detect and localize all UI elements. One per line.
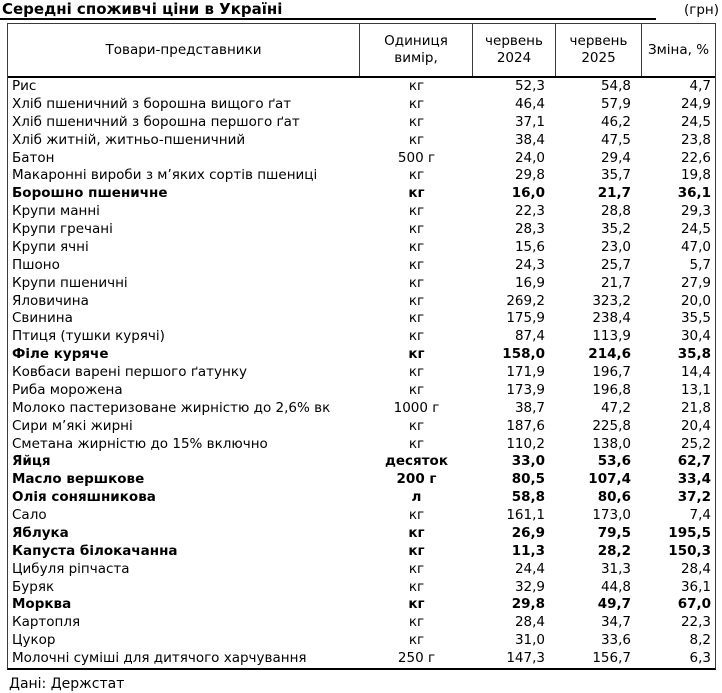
change-cell: 195,5 xyxy=(668,524,711,541)
product-cell: Картопля xyxy=(12,614,81,631)
table-row xyxy=(8,275,715,293)
product-cell: Хліб пшеничний з борошна першого ґат xyxy=(12,113,300,130)
table-header xyxy=(8,24,715,78)
price-2025-cell: 31,3 xyxy=(600,560,631,577)
price-2025-cell: 107,4 xyxy=(588,471,631,488)
price-2025-cell: 138,0 xyxy=(592,435,631,452)
unit-cell: кг xyxy=(408,256,425,273)
price-2025-cell: 35,7 xyxy=(600,167,631,184)
price-2025-cell: 79,5 xyxy=(597,524,631,541)
change-cell: 150,3 xyxy=(668,542,711,559)
unit-cell: кг xyxy=(408,167,425,184)
price-2024-cell: 80,5 xyxy=(511,471,545,488)
currency-note: (грн) xyxy=(683,2,719,18)
price-2024-cell: 16,0 xyxy=(511,185,545,202)
table-row xyxy=(8,453,715,471)
table-row xyxy=(8,78,715,96)
change-cell: 25,2 xyxy=(680,435,711,452)
header-cell-unit: Одиниця вимір, xyxy=(360,24,473,76)
header-cell-change: Зміна, % xyxy=(647,41,710,58)
product-cell: Батон xyxy=(12,149,55,166)
price-2025-cell: 28,8 xyxy=(600,203,631,220)
price-2025-cell: 80,6 xyxy=(597,489,631,506)
unit-cell: кг xyxy=(408,203,425,220)
price-2024-cell: 46,4 xyxy=(514,95,545,112)
unit-cell: кг xyxy=(408,417,425,434)
product-cell: Цукор xyxy=(12,632,56,649)
price-2024-cell: 171,9 xyxy=(506,364,545,380)
unit-cell: кг xyxy=(408,542,425,559)
product-cell: Крупи ячні xyxy=(12,238,89,255)
change-cell: 7,4 xyxy=(689,507,711,523)
price-2024-cell: 87,4 xyxy=(514,328,545,345)
table-row xyxy=(8,596,715,614)
price-2025-cell: 57,9 xyxy=(600,95,631,112)
table-row xyxy=(8,525,715,543)
price-2024-cell: 187,6 xyxy=(506,417,545,434)
unit-cell: кг xyxy=(408,507,425,523)
product-cell: Крупи гречані xyxy=(12,221,113,237)
price-2025-cell: 225,8 xyxy=(592,417,631,434)
change-cell: 24,5 xyxy=(680,113,711,130)
price-2024-cell: 158,0 xyxy=(502,346,545,363)
change-cell: 21,8 xyxy=(680,399,711,416)
price-2024-cell: 24,3 xyxy=(514,256,545,273)
unit-cell: кг xyxy=(408,364,425,380)
price-2024-cell: 24,0 xyxy=(514,149,545,166)
change-cell: 36,1 xyxy=(680,578,711,595)
price-2024-cell: 38,4 xyxy=(514,131,545,148)
unit-cell: кг xyxy=(408,328,425,345)
price-2024-cell: 28,3 xyxy=(514,221,545,237)
product-cell: Молоко пастеризоване жирністю до 2,6% вк xyxy=(12,399,331,416)
table-row xyxy=(8,364,715,382)
price-2025-cell: 47,2 xyxy=(600,399,631,416)
unit-cell: кг xyxy=(408,596,425,613)
change-cell: 37,2 xyxy=(677,489,711,506)
table-row xyxy=(8,96,715,114)
unit-cell: кг xyxy=(408,185,425,202)
table-row xyxy=(8,310,715,328)
price-2024-cell: 52,3 xyxy=(514,78,545,94)
unit-cell: 1000 г xyxy=(393,399,440,416)
product-cell: Риба морожена xyxy=(12,381,123,398)
table-body xyxy=(8,78,715,668)
table-row xyxy=(8,203,715,221)
product-cell: Морква xyxy=(12,596,72,613)
unit-cell: кг xyxy=(408,131,425,148)
product-cell: Капуста білокачанна xyxy=(12,542,178,559)
change-cell: 22,3 xyxy=(680,614,711,631)
price-2025-cell: 35,2 xyxy=(600,221,631,237)
unit-cell: кг xyxy=(408,381,425,398)
change-cell: 36,1 xyxy=(677,185,711,202)
product-cell: Рис xyxy=(12,78,37,94)
header-cell-product: Товари-представники xyxy=(8,24,360,76)
price-2024-cell: 110,2 xyxy=(506,435,545,452)
change-cell: 35,8 xyxy=(677,346,711,363)
product-cell: Хліб житній, житньо-пшеничний xyxy=(12,131,246,148)
change-cell: 24,5 xyxy=(680,221,711,237)
product-cell: Ковбаси варені першого ґатунку xyxy=(12,364,248,380)
price-2024-cell: 173,9 xyxy=(506,381,545,398)
change-cell: 5,7 xyxy=(689,256,711,273)
product-cell: Хліб пшеничний з борошна вищого ґат xyxy=(12,95,292,112)
price-2025-cell: 53,6 xyxy=(597,453,631,470)
change-cell: 14,4 xyxy=(680,364,711,380)
price-2024-cell: 175,9 xyxy=(506,310,545,327)
price-2024-cell: 29,8 xyxy=(514,167,545,184)
table-row xyxy=(8,293,715,311)
unit-cell: десяток xyxy=(385,453,448,470)
table-row xyxy=(8,185,715,203)
price-2024-cell: 11,3 xyxy=(511,542,545,559)
table-row xyxy=(8,418,715,436)
change-cell: 33,4 xyxy=(677,471,711,488)
price-2025-cell: 44,8 xyxy=(600,578,631,595)
price-2024-cell: 22,3 xyxy=(514,203,545,220)
table-row xyxy=(8,239,715,257)
product-cell: Сало xyxy=(12,507,47,523)
change-cell: 20,4 xyxy=(680,417,711,434)
price-2024-cell: 37,1 xyxy=(514,113,545,130)
table-row xyxy=(8,132,715,150)
product-cell: Макаронні вироби з м’яких сортів пшениці xyxy=(12,167,318,184)
unit-cell: 200 г xyxy=(396,471,437,488)
price-2025-cell: 25,7 xyxy=(600,256,631,273)
product-cell: Борошно пшеничне xyxy=(12,185,168,202)
table-row xyxy=(8,167,715,185)
unit-cell: кг xyxy=(408,578,425,595)
product-cell: Філе куряче xyxy=(12,346,109,363)
price-2025-cell: 196,7 xyxy=(592,364,631,380)
unit-cell: кг xyxy=(408,238,425,255)
page-title: Середні споживчі ціни в Україні xyxy=(0,1,656,20)
price-2025-cell: 21,7 xyxy=(600,274,631,291)
table-row xyxy=(8,489,715,507)
header-cell-jun2024: червень 2024 xyxy=(473,24,556,76)
change-cell: 24,9 xyxy=(680,95,711,112)
change-cell: 28,4 xyxy=(680,560,711,577)
product-cell: Яловичина xyxy=(12,292,89,309)
unit-cell: кг xyxy=(408,95,425,112)
price-2024-cell: 161,1 xyxy=(506,507,545,523)
header-cell-jun2025: червень 2025 xyxy=(556,24,642,76)
unit-cell: кг xyxy=(408,274,425,291)
table-row xyxy=(8,221,715,239)
price-2024-cell: 26,9 xyxy=(511,524,545,541)
table-row xyxy=(8,561,715,579)
product-cell: Свинина xyxy=(12,310,73,327)
change-cell: 67,0 xyxy=(677,596,711,613)
change-cell: 19,8 xyxy=(680,167,711,184)
unit-cell: кг xyxy=(408,524,425,541)
table-row xyxy=(8,150,715,168)
change-cell: 30,4 xyxy=(680,328,711,345)
price-2025-cell: 323,2 xyxy=(592,292,631,309)
product-cell: Олія соняшникова xyxy=(12,489,156,506)
unit-cell: кг xyxy=(408,632,425,649)
table-row xyxy=(8,382,715,400)
unit-cell: л xyxy=(411,489,422,506)
price-2025-cell: 46,2 xyxy=(600,113,631,130)
table-row xyxy=(8,114,715,132)
unit-cell: кг xyxy=(408,221,425,237)
price-2024-cell: 269,2 xyxy=(506,292,545,309)
product-cell: Цибуля ріпчаста xyxy=(12,560,130,577)
price-2024-cell: 38,7 xyxy=(514,399,545,416)
change-cell: 8,2 xyxy=(689,632,711,649)
unit-cell: кг xyxy=(408,310,425,327)
unit-cell: кг xyxy=(408,292,425,309)
product-cell: Сири м’які жирні xyxy=(12,417,133,434)
table-row xyxy=(8,543,715,561)
price-2025-cell: 28,2 xyxy=(597,542,631,559)
price-2024-cell: 24,4 xyxy=(514,560,545,577)
table-row xyxy=(8,400,715,418)
product-cell: Птиця (тушки курячі) xyxy=(12,328,165,345)
change-cell: 6,3 xyxy=(689,650,711,666)
unit-cell: 500 г xyxy=(397,149,436,166)
change-cell: 62,7 xyxy=(677,453,711,470)
price-2025-cell: 49,7 xyxy=(597,596,631,613)
change-cell: 29,3 xyxy=(680,203,711,220)
price-2024-cell: 29,8 xyxy=(511,596,545,613)
price-2024-cell: 31,0 xyxy=(514,632,545,649)
table-row xyxy=(8,346,715,364)
table-row xyxy=(8,436,715,454)
product-cell: Буряк xyxy=(12,578,55,595)
price-2025-cell: 23,0 xyxy=(600,238,631,255)
price-2025-cell: 238,4 xyxy=(592,310,631,327)
table-row xyxy=(8,507,715,525)
table-row xyxy=(8,579,715,597)
price-2024-cell: 33,0 xyxy=(511,453,545,470)
table-row xyxy=(8,614,715,632)
price-2024-cell: 32,9 xyxy=(514,578,545,595)
header-line xyxy=(0,0,722,20)
price-2025-cell: 173,0 xyxy=(592,507,631,523)
price-2024-cell: 16,9 xyxy=(514,274,545,291)
table-row xyxy=(8,471,715,489)
price-2025-cell: 21,7 xyxy=(597,185,631,202)
product-cell: Масло вершкове xyxy=(12,471,145,488)
table-row xyxy=(8,632,715,650)
price-2025-cell: 33,6 xyxy=(600,632,631,649)
change-cell: 20,0 xyxy=(680,292,711,309)
unit-cell: кг xyxy=(408,614,425,631)
price-2025-cell: 113,9 xyxy=(592,328,631,345)
price-2025-cell: 196,8 xyxy=(592,381,631,398)
price-2025-cell: 47,5 xyxy=(600,131,631,148)
price-2024-cell: 15,6 xyxy=(514,238,545,255)
price-2025-cell: 54,8 xyxy=(600,78,631,94)
product-cell: Пшоно xyxy=(12,256,60,273)
price-2024-cell: 147,3 xyxy=(506,650,545,666)
data-source-note: Дані: Держстат xyxy=(9,675,125,692)
price-2025-cell: 29,4 xyxy=(600,149,631,166)
table-row xyxy=(8,328,715,346)
price-2024-cell: 28,4 xyxy=(514,614,545,631)
change-cell: 27,9 xyxy=(680,274,711,291)
product-cell: Крупи манні xyxy=(12,203,100,220)
table-row xyxy=(8,257,715,275)
unit-cell: кг xyxy=(408,346,425,363)
change-cell: 22,6 xyxy=(680,149,711,166)
product-cell: Сметана жирністю до 15% включно xyxy=(12,435,268,452)
price-2025-cell: 34,7 xyxy=(600,614,631,631)
product-cell: Крупи пшеничні xyxy=(12,274,128,291)
change-cell: 35,5 xyxy=(680,310,711,327)
table-row xyxy=(8,650,715,668)
unit-cell: кг xyxy=(408,560,425,577)
change-cell: 13,1 xyxy=(680,381,711,398)
price-table xyxy=(7,23,716,670)
product-cell: Молочні суміші для дитячого харчування xyxy=(12,650,307,666)
unit-cell: 250 г xyxy=(397,650,436,666)
unit-cell: кг xyxy=(408,78,425,94)
change-cell: 47,0 xyxy=(680,238,711,255)
price-2025-cell: 156,7 xyxy=(592,650,631,666)
unit-cell: кг xyxy=(408,113,425,130)
price-2024-cell: 58,8 xyxy=(511,489,545,506)
unit-cell: кг xyxy=(408,435,425,452)
price-2025-cell: 214,6 xyxy=(588,346,631,363)
product-cell: Яйця xyxy=(12,453,51,470)
change-cell: 23,8 xyxy=(680,131,711,148)
product-cell: Яблука xyxy=(12,524,69,541)
change-cell: 4,7 xyxy=(689,78,711,94)
